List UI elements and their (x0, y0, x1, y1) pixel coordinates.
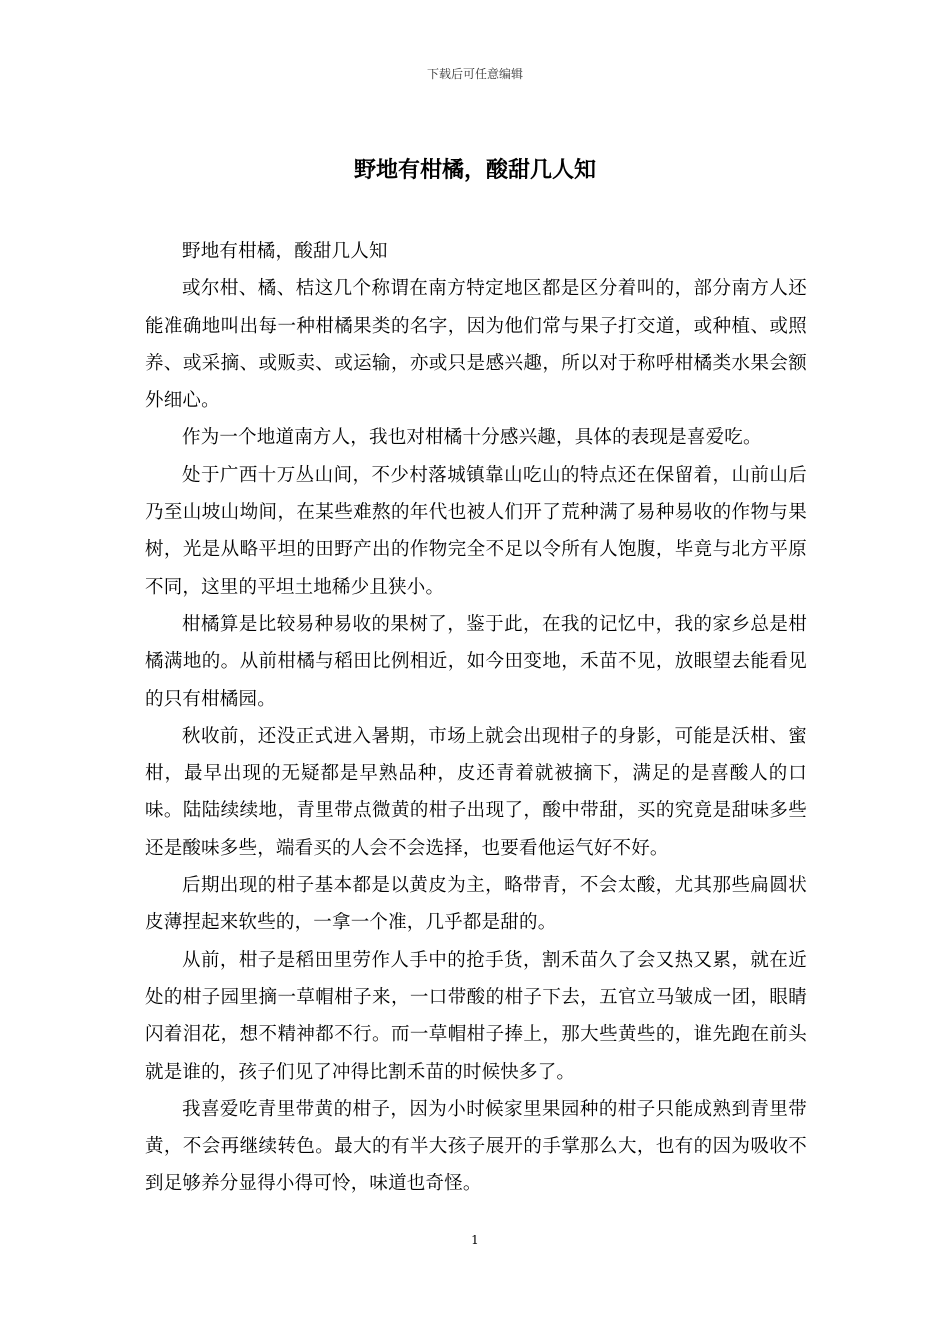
paragraph: 处于广西十万丛山间，不少村落城镇靠山吃山的特点还在保留着，山前山后乃至山坡山坳间，在某些难熬的年代也被人们开了荒种满了易种易收的作物与果树，光是从略平坦的田野产出的作物完全不足以令所有人饱腹，毕竟与北方平原不同，这里的平坦土地稀少且狭小。 (145, 464, 807, 598)
paragraph: 从前，柑子是稻田里劳作人手中的抢手货，割禾苗久了会又热又累，就在近处的柑子园里摘一草帽柑子来，一口带酸的柑子下去，五官立马皱成一团，眼睛闪着泪花，想不精神都不行。而一草帽柑子捧上，那大些黄些的，谁先跑在前头就是谁的，孩子们见了冲得比割禾苗的时候快多了。 (145, 949, 807, 1083)
paragraph: 后期出现的柑子基本都是以黄皮为主，略带青，不会太酸，尤其那些扁圆状皮薄捏起来软些的，一拿一个准，几乎都是甜的。 (145, 875, 807, 934)
document-body (145, 233, 807, 1203)
paragraph: 作为一个地道南方人，我也对柑橘十分感兴趣，具体的表现是喜爱吃。 (182, 427, 762, 449)
paragraph: 野地有柑橘，酸甜几人知 (182, 241, 388, 262)
paragraph: 柑橘算是比较易种易收的果树了，鉴于此，在我的记忆中，我的家乡总是柑橘满地的。从前柑橘与稻田比例相近，如今田变地，禾苗不见，放眼望去能看见的只有柑橘园。 (145, 613, 807, 710)
page-number: 1 (471, 1233, 479, 1247)
paragraph: 秋收前，还没正式进入暑期，市场上就会出现柑子的身影，可能是沃柑、蜜柑，最早出现的无疑都是早熟品种，皮还青着就被摘下，满足的是喜酸人的口味。陆陆续续地，青里带点微黄的柑子出现了，酸中带甜，买的究竟是甜味多些还是酸味多些，端看买的人会不会选择，也要看他运气好不好。 (145, 725, 807, 859)
paragraph: 或尔柑、橘、桔这几个称谓在南方特定地区都是区分着叫的，部分南方人还能准确地叫出每一种柑橘果类的名字，因为他们常与果子打交道，或种植、或照养、或采摘、或贩卖、或运输，亦或只是感兴趣，所以对于称呼柑橘类水果会额外细心。 (145, 278, 807, 412)
page-header-note: 下载后可任意编辑 (426, 67, 523, 81)
document-title: 野地有柑橘，酸甜几人知 (353, 157, 596, 183)
paragraph: 我喜爱吃青里带黄的柑子，因为小时候家里果园种的柑子只能成熟到青里带黄，不会再继续转色。最大的有半大孩子展开的手掌那么大，也有的因为吸收不到足够养分显得小得可怜，味道也奇怪。 (145, 1098, 807, 1195)
